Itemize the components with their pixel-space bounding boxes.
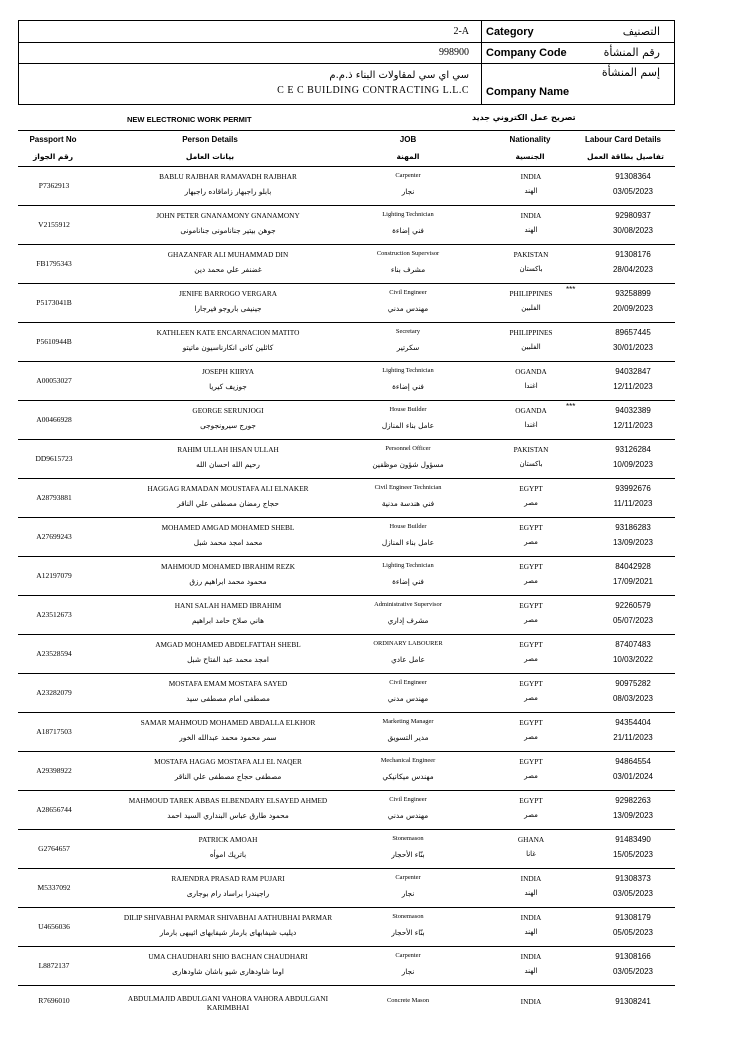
passport-no: A18717503 — [36, 727, 72, 736]
nationality: PAKISTAN — [513, 250, 549, 259]
nationality: EGYPT — [519, 796, 543, 805]
job-title-ar: نجار — [401, 889, 415, 898]
job-title-ar: فني هندسة مدنية — [381, 499, 435, 508]
nationality-ar: الهند — [524, 226, 538, 234]
passport-no: L8872137 — [38, 961, 70, 970]
labour-card-no: 94864554 — [615, 757, 651, 766]
passport-no: M5337092 — [37, 883, 71, 892]
job-title-ar: فني إضاءة — [392, 226, 424, 235]
labour-card-date: 10/03/2022 — [612, 655, 654, 664]
labour-card-no: 87407483 — [615, 640, 651, 649]
nationality: EGYPT — [519, 523, 543, 532]
nationality-ar: مصر — [524, 811, 538, 819]
job-title-ar: فني إضاءة — [392, 577, 424, 586]
passport-no: P7362913 — [38, 181, 70, 190]
table-row — [18, 791, 675, 830]
job-title-ar: نجار — [401, 187, 415, 196]
person-name-ar: ديليب شيفابهاى بارمار شيفابهاى اثيبهى بارمار — [159, 928, 297, 937]
person-name: KATHLEEN KATE ENCARNACION MATITO — [156, 328, 300, 337]
person-name: MOSTAFA EMAM MOSTAFA SAYED — [168, 679, 288, 688]
passport-no: A00466928 — [36, 415, 72, 424]
person-name-ar: سمر محمود محمد عبدالله الخور — [179, 733, 277, 742]
table-row — [18, 518, 675, 557]
job-title: Civil Engineer Technician — [374, 484, 442, 491]
labour-card-date: 03/05/2023 — [612, 889, 654, 898]
job-title: Concrete Mason — [386, 997, 430, 1004]
nationality: EGYPT — [519, 757, 543, 766]
category-value: 2-A — [19, 21, 482, 42]
person-name-ar: بابلو راجبهار زاماقاده راجبهار — [184, 187, 272, 196]
nationality: EGYPT — [519, 718, 543, 727]
nationality: EGYPT — [519, 562, 543, 571]
labour-card-date: 30/08/2023 — [612, 226, 654, 235]
passport-no: A00053027 — [36, 376, 72, 385]
person-name: MOHAMED AMGAD MOHAMED SHEBL — [161, 523, 295, 532]
labour-card-date: 11/11/2023 — [613, 499, 653, 508]
passport-no: U4656036 — [38, 922, 70, 931]
person-name-ar: مصطفى امام مصطفى سيد — [186, 694, 270, 703]
labour-card-no: 91308241 — [615, 997, 651, 1006]
table-row — [18, 557, 675, 596]
labour-card-no: 91308166 — [615, 952, 651, 961]
nationality: INDIA — [520, 913, 542, 922]
labour-card-no: 91308179 — [615, 913, 651, 922]
company-name-ar: سي اي سي لمقاولات البناء ذ.م.م — [329, 70, 469, 81]
nationality: PHILIPPINES — [509, 289, 553, 298]
labour-card-no: 93126284 — [615, 445, 651, 454]
person-name: RAHIM ULLAH IHSAN ULLAH — [177, 445, 279, 454]
person-name-ar: باتريك اموأه — [209, 850, 247, 859]
person-name-ar: رحيم الله احسان الله — [196, 460, 260, 469]
nationality-ar: مصر — [524, 694, 538, 702]
person-name-ar: راجيندرا براساد رام بوجارى — [186, 889, 270, 898]
job-title: House Builder — [389, 406, 427, 413]
labour-card-no: 89657445 — [615, 328, 651, 337]
table-top-rule — [18, 130, 675, 131]
col-job-ar: المهنة — [396, 152, 420, 161]
table-row-last — [18, 994, 675, 1024]
person-name: UMA CHAUDHARI SHIO BACHAN CHAUDHARI — [148, 952, 308, 961]
nationality-ar: مصر — [524, 616, 538, 624]
nationality-ar: الفلبين — [521, 343, 541, 351]
nationality-ar: مصر — [524, 655, 538, 663]
person-name-ar: محمود محمد ابراهيم رزق — [189, 577, 267, 586]
person-name-ar: حجاج رمضان مصطفى علي الناقر — [177, 499, 279, 508]
table-row — [18, 440, 675, 479]
labour-card-date: 13/09/2023 — [612, 811, 654, 820]
company-name-en: C E C BUILDING CONTRACTING L.L.C — [277, 85, 469, 96]
labour-card-no: 91308364 — [615, 172, 651, 181]
person-name-ar: محمد امجد محمد شبل — [193, 538, 263, 547]
nationality: INDIA — [520, 952, 542, 961]
job-title: Carpenter — [395, 952, 421, 959]
table-row — [18, 908, 675, 947]
labour-card-no: 93258899 — [615, 289, 651, 298]
labour-card-date: 05/05/2023 — [612, 928, 654, 937]
passport-no: A23282079 — [36, 688, 72, 697]
nationality-ar: غانا — [526, 850, 536, 858]
job-title-ar: عامل عادي — [391, 655, 425, 664]
person-name: BABLU RAJBHAR RAMAVADH RAJBHAR — [159, 172, 297, 181]
nationality-ar: الفلبين — [521, 304, 541, 312]
company-name-label-ar: إسم المنشأة — [601, 66, 660, 79]
person-name: MAHMOUD TAREK ABBAS ELBENDARY ELSAYED AHMED — [128, 796, 328, 805]
person-name-ar: اوما شاودهارى شيو باشان شاودهارى — [172, 967, 284, 976]
nationality-ar: الهند — [524, 187, 538, 195]
col-labour-card-ar: تفاصيل بطاقة العمل — [587, 152, 664, 161]
flag-mark: *** — [566, 285, 576, 294]
job-title-ar: مهندس مدني — [387, 694, 429, 703]
company-code-value: 998900 — [19, 42, 482, 63]
flag-mark: *** — [566, 402, 576, 411]
job-title: Stonemason — [392, 835, 424, 842]
person-name-ar: مصطفى حجاج مصطفى علي الناقر — [174, 772, 282, 781]
nationality: EGYPT — [519, 640, 543, 649]
labour-card-no: 91308373 — [615, 874, 651, 883]
nationality: PAKISTAN — [513, 445, 549, 454]
job-title: Lighting Technician — [382, 211, 434, 218]
nationality-ar: مصر — [524, 499, 538, 507]
labour-card-no: 84042928 — [615, 562, 651, 571]
nationality-ar: اغندا — [524, 421, 538, 429]
labour-card-date: 12/11/2023 — [613, 421, 653, 430]
company-code-row — [19, 42, 674, 64]
job-title-ar: عامل بناء المنازل — [381, 421, 435, 430]
labour-card-date: 17/09/2021 — [612, 577, 654, 586]
company-name-row — [19, 63, 674, 104]
person-name: PATRICK AMOAH — [198, 835, 258, 844]
col-job: JOB — [399, 135, 417, 144]
labour-card-date: 05/07/2023 — [612, 616, 654, 625]
company-code-label: Company Code — [486, 47, 567, 59]
nationality: EGYPT — [519, 601, 543, 610]
person-name-line1: ABDULMAJID ABDULGANI VAHORA VAHORA ABDULGANI — [127, 994, 329, 1003]
job-title: Civil Engineer — [389, 796, 427, 803]
passport-no: A29398922 — [36, 766, 72, 775]
passport-no: G2764657 — [38, 844, 70, 853]
person-name-ar: كاثلين كاتى انكارناسيون ماتيتو — [182, 343, 274, 352]
nationality: EGYPT — [519, 484, 543, 493]
job-title-ar: مشرف بناء — [390, 265, 426, 274]
table-row — [18, 752, 675, 791]
labour-card-no: 91483490 — [615, 835, 651, 844]
nationality-ar: اغندا — [524, 382, 538, 390]
person-name-ar: جوهن بيتير جنانامونى جنانامونى — [180, 226, 276, 235]
job-title-ar: مهندس مدني — [387, 304, 429, 313]
job-title-ar: مهندس مدني — [387, 811, 429, 820]
table-row — [18, 479, 675, 518]
nationality: INDIA — [520, 172, 542, 181]
job-title-ar: مدير التسويق — [387, 733, 429, 742]
person-name — [94, 994, 362, 1012]
nationality-ar: باكستان — [519, 265, 543, 273]
labour-card-no: 94354404 — [615, 718, 651, 727]
company-name-values — [19, 63, 482, 104]
labour-card-date: 30/01/2023 — [612, 343, 654, 352]
person-name-ar: هاني صلاح حامد ابراهيم — [192, 616, 264, 625]
nationality: INDIA — [520, 997, 542, 1006]
labour-card-no: 92980937 — [615, 211, 651, 220]
job-title-ar: بنّاء الأحجار — [391, 928, 425, 937]
job-title-ar: مهندس ميكانيكي — [382, 772, 434, 781]
table-row — [18, 596, 675, 635]
passport-no: V2155912 — [38, 220, 70, 229]
job-title: Carpenter — [395, 172, 421, 179]
col-labour-card: Labour Card Details — [584, 135, 661, 144]
job-title: Personnel Officer — [385, 445, 431, 452]
passport-no: A23528594 — [36, 649, 72, 658]
person-name: SAMAR MAHMOUD MOHAMED ABDALLA ELKHOR — [140, 718, 316, 727]
person-name-ar: جينيفى باروجو فيرجارا — [194, 304, 262, 313]
permit-title: NEW ELECTRONIC WORK PERMIT — [127, 115, 252, 124]
nationality-ar: الهند — [524, 928, 538, 936]
passport-no: A27699243 — [36, 532, 72, 541]
labour-card-date: 08/03/2023 — [612, 694, 654, 703]
person-name: GEORGE SERUNJOGI — [192, 406, 264, 415]
category-row — [19, 21, 674, 43]
passport-no: A28793881 — [36, 493, 72, 502]
passport-no: A12197079 — [36, 571, 72, 580]
col-passport: Passport No — [29, 135, 77, 144]
labour-card-date: 13/09/2023 — [612, 538, 654, 547]
person-name: HAGGAG RAMADAN MOUSTAFA ALI ELNAKER — [147, 484, 309, 493]
person-name: JOHN PETER GNANAMONY GNANAMONY — [156, 211, 300, 220]
labour-card-date: 03/05/2023 — [612, 967, 654, 976]
labour-card-no: 90975282 — [615, 679, 651, 688]
person-name-ar: جوزيف كيريا — [209, 382, 247, 391]
company-header — [18, 20, 675, 105]
category-label-ar: التصنيف — [622, 25, 660, 38]
table-row — [18, 713, 675, 752]
person-name-line2: KARIMBHAI — [206, 1003, 250, 1012]
job-title: Lighting Technician — [382, 562, 434, 569]
person-name-ar: محمود طارق عباس البنداري السيد احمد — [167, 811, 289, 820]
table-row — [18, 323, 675, 362]
job-title: House Builder — [389, 523, 427, 530]
table-row — [18, 167, 675, 206]
person-name: JENIFE BARROGO VERGARA — [179, 289, 277, 298]
job-title: Stonemason — [392, 913, 424, 920]
labour-card-date: 03/05/2023 — [612, 187, 654, 196]
nationality-ar: مصر — [524, 577, 538, 585]
table-row — [18, 947, 675, 986]
passport-no: A23512673 — [36, 610, 72, 619]
labour-card-date: 03/01/2024 — [612, 772, 654, 781]
nationality: EGYPT — [519, 679, 543, 688]
table-row — [18, 362, 675, 401]
nationality: OGANDA — [515, 367, 547, 376]
person-name: MAHMOUD MOHAMED IBRAHIM REZK — [161, 562, 295, 571]
job-title: Secretary — [395, 328, 421, 335]
person-name: MOSTAFA HAGAG MOSTAFA ALI EL NAQER — [154, 757, 302, 766]
person-name: HANI SALAH HAMED IBRAHIM — [174, 601, 282, 610]
col-nationality-ar: الجنسية — [515, 152, 545, 161]
person-name-ar: جورج سيرونجوجى — [200, 421, 256, 430]
nationality-ar: مصر — [524, 733, 538, 741]
labour-card-date: 15/05/2023 — [612, 850, 654, 859]
col-passport-ar: رقم الجواز — [32, 152, 74, 161]
person-name: JOSEPH KIIRYA — [201, 367, 255, 376]
nationality: GHANA — [517, 835, 545, 844]
job-title-ar: مسؤول شؤون موظفين — [372, 460, 444, 469]
job-title: ORDINARY LABOURER — [373, 640, 443, 647]
labour-card-no: 91308176 — [615, 250, 651, 259]
category-label: Category — [486, 26, 534, 38]
job-title: Civil Engineer — [389, 679, 427, 686]
labour-card-date: 28/04/2023 — [612, 265, 654, 274]
labour-card-no: 92982263 — [615, 796, 651, 805]
company-name-label: Company Name — [486, 86, 570, 98]
permit-title-ar: تصريح عمل الكتروني جديد — [472, 113, 576, 122]
person-name: RAJENDRA PRASAD RAM PUJARI — [171, 874, 285, 883]
passport-no: R7696010 — [38, 996, 70, 1005]
person-name: AMGAD MOHAMED ABDELFATTAH SHEBL — [155, 640, 301, 649]
person-name: DILIP SHIVABHAI PARMAR SHIVABHAI AATHUBHAI PARMAR — [123, 913, 333, 922]
labour-card-date: 20/09/2023 — [612, 304, 654, 313]
nationality-ar: مصر — [524, 538, 538, 546]
labour-card-no: 93992676 — [615, 484, 651, 493]
table-row — [18, 401, 675, 440]
labour-card-no: 92260579 — [615, 601, 651, 610]
passport-no: P5610944B — [36, 337, 72, 346]
nationality: PHILIPPINES — [509, 328, 553, 337]
job-title-ar: فني إضاءة — [392, 382, 424, 391]
table-row — [18, 830, 675, 869]
job-title-ar: نجار — [401, 967, 415, 976]
nationality: INDIA — [520, 874, 542, 883]
table-row — [18, 674, 675, 713]
nationality: INDIA — [520, 211, 542, 220]
passport-no: DD9615723 — [35, 454, 73, 463]
nationality-ar: باكستان — [519, 460, 543, 468]
col-person-ar: بيانات العامل — [185, 152, 235, 161]
passport-no: A28656744 — [36, 805, 72, 814]
table-row — [18, 206, 675, 245]
table-row — [18, 245, 675, 284]
col-person: Person Details — [182, 135, 238, 144]
job-title: Civil Engineer — [389, 289, 427, 296]
company-code-label-ar: رقم المنشأة — [603, 46, 660, 59]
table-row — [18, 869, 675, 908]
job-title-ar: بنّاء الأحجار — [391, 850, 425, 859]
col-nationality: Nationality — [509, 135, 551, 144]
job-title-ar: مشرف إداري — [387, 616, 429, 625]
table-row — [18, 284, 675, 323]
nationality: OGANDA — [515, 406, 547, 415]
passport-no: P5173041B — [36, 298, 72, 307]
labour-card-no: 94032847 — [615, 367, 651, 376]
table-row — [18, 635, 675, 674]
labour-card-no: 93186283 — [615, 523, 651, 532]
nationality-ar: الهند — [524, 889, 538, 897]
job-title: Carpenter — [395, 874, 421, 881]
labour-card-date: 10/09/2023 — [612, 460, 654, 469]
job-title-ar: عامل بناء المنازل — [381, 538, 435, 547]
job-title-ar: سكرتير — [396, 343, 420, 352]
person-name: GHAZANFAR ALI MUHAMMAD DIN — [167, 250, 289, 259]
worker-list — [0, 167, 729, 986]
nationality-ar: الهند — [524, 967, 538, 975]
job-title: Administrative Supervisor — [374, 601, 442, 608]
labour-card-no: 94032389 — [615, 406, 651, 415]
person-name-ar: غضنفر علي محمد دين — [194, 265, 262, 274]
person-name-ar: امجد محمد عبد الفتاح شبل — [187, 655, 269, 664]
passport-no: FB1795343 — [36, 259, 72, 268]
labour-card-date: 12/11/2023 — [613, 382, 653, 391]
job-title: Construction Supervisor — [376, 250, 440, 257]
nationality-ar: مصر — [524, 772, 538, 780]
labour-card-date: 21/11/2023 — [613, 733, 653, 742]
job-title: Marketing Manager — [382, 718, 434, 725]
job-title: Mechanical Engineer — [380, 757, 436, 764]
job-title: Lighting Technician — [382, 367, 434, 374]
